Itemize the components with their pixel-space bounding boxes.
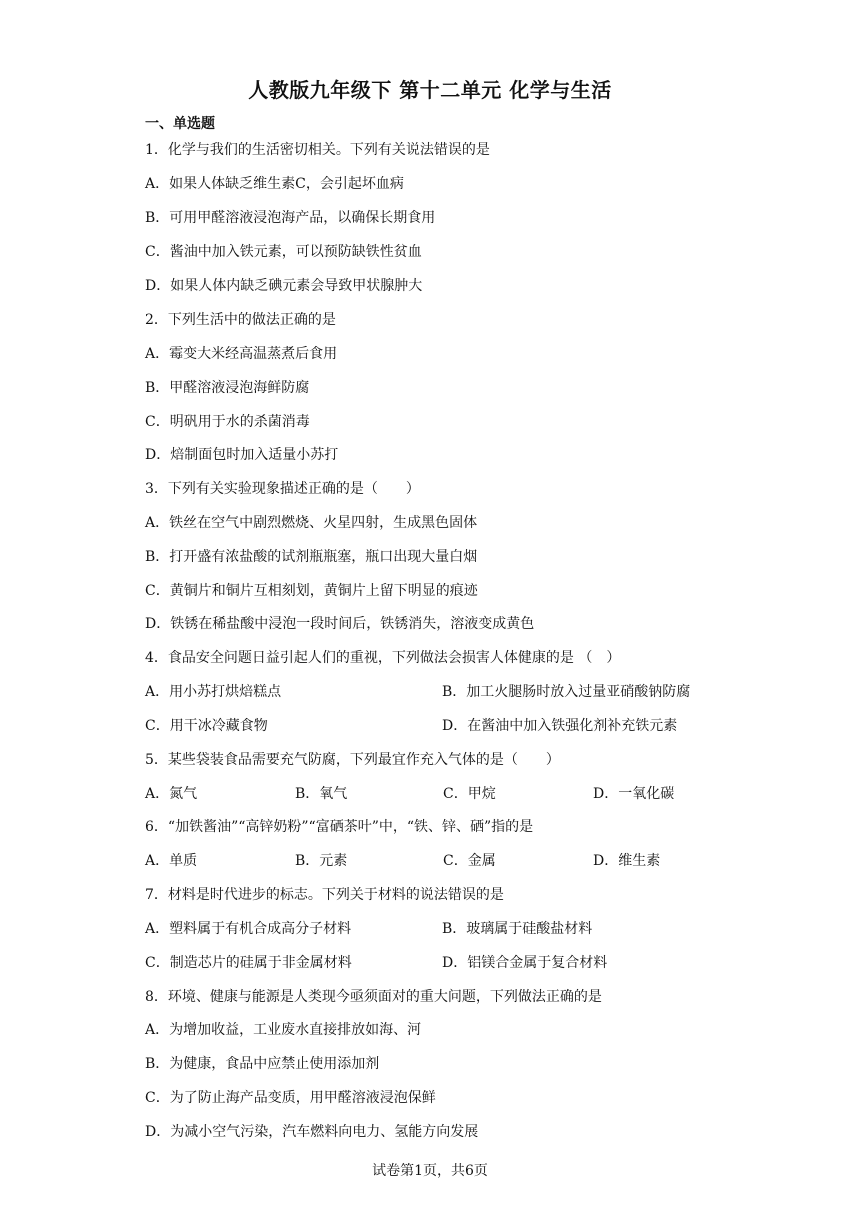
question-8-stem: 8．环境、健康与能源是人类现今亟须面对的重大问题，下列做法正确的是: [145, 989, 602, 1005]
question-1-option-b: B．可用甲醛溶液浸泡海产品，以确保长期食用: [145, 210, 436, 226]
question-2-stem: 2．下列生活中的做法正确的是: [145, 312, 336, 328]
question-2-option-b: B．甲醛溶液浸泡海鲜防腐: [145, 380, 310, 396]
question-7-option-b: B．玻璃属于硅酸盐材料: [442, 921, 593, 937]
question-2-option-a: A．霉变大米经高温蒸煮后食用: [145, 346, 338, 362]
question-6-option-d: D．维生素: [593, 853, 661, 869]
question-7-option-c: C．制造芯片的硅属于非金属材料: [145, 955, 352, 971]
page-footer: 试卷第1页，共6页: [372, 1163, 488, 1179]
question-3-stem: 3．下列有关实验现象描述正确的是（ ）: [145, 481, 420, 497]
question-7-stem: 7．材料是时代进步的标志。下列关于材料的说法错误的是: [145, 887, 504, 903]
question-3-option-a: A．铁丝在空气中剧烈燃烧、火星四射，生成黑色固体: [145, 515, 478, 531]
question-7-option-a: A．塑料属于有机合成高分子材料: [145, 921, 352, 937]
question-5-stem: 5．某些袋装食品需要充气防腐，下列最宜作充入气体的是（ ）: [145, 752, 560, 768]
question-1-option-d: D．如果人体内缺乏碘元素会导致甲状腺肿大: [145, 278, 423, 294]
question-5-option-a: A．氮气: [145, 786, 198, 802]
page-title: 人教版九年级下 第十二单元 化学与生活: [248, 78, 612, 102]
question-4-stem: 4．食品安全问题日益引起人们的重视，下列做法会损害人体健康的是 （ ）: [145, 650, 621, 666]
question-3-option-c: C．黄铜片和铜片互相刻划，黄铜片上留下明显的痕迹: [145, 583, 478, 599]
question-6-option-a: A．单质: [145, 853, 198, 869]
question-5-option-c: C．甲烷: [443, 786, 496, 802]
question-1-option-a: A．如果人体缺乏维生素C，会引起坏血病: [145, 176, 404, 192]
question-4-option-d: D．在酱油中加入铁强化剂补充铁元素: [442, 718, 678, 734]
section-heading: 一、单选题: [145, 116, 215, 132]
question-6-option-c: C．金属: [443, 853, 496, 869]
question-6-stem: 6．“加铁酱油”“高锌奶粉”“富硒茶叶”中，“铁、锌、硒”指的是: [145, 819, 534, 835]
question-4-option-b: B．加工火腿肠时放入过量亚硝酸钠防腐: [442, 684, 691, 700]
question-4-option-a: A．用小苏打烘焙糕点: [145, 684, 282, 700]
question-5-option-b: B．氧气: [295, 786, 348, 802]
question-3-option-d: D．铁锈在稀盐酸中浸泡一段时间后，铁锈消失，溶液变成黄色: [145, 616, 535, 632]
question-8-option-a: A．为增加收益，工业废水直接排放如海、河: [145, 1022, 422, 1038]
question-5-option-d: D．一氧化碳: [593, 786, 675, 802]
question-8-option-b: B．为健康，食品中应禁止使用添加剂: [145, 1056, 380, 1072]
question-7-option-d: D．铝镁合金属于复合材料: [442, 955, 608, 971]
question-4-option-c: C．用干冰冷藏食物: [145, 718, 268, 734]
question-3-option-b: B．打开盛有浓盐酸的试剂瓶瓶塞，瓶口出现大量白烟: [145, 549, 478, 565]
question-2-option-c: C．明矾用于水的杀菌消毒: [145, 414, 310, 430]
question-2-option-d: D．焙制面包时加入适量小苏打: [145, 447, 339, 463]
question-1-option-c: C．酱油中加入铁元素，可以预防缺铁性贫血: [145, 244, 422, 260]
question-1-stem: 1．化学与我们的生活密切相关。下列有关说法错误的是: [145, 142, 490, 158]
question-8-option-c: C．为了防止海产品变质，用甲醛溶液浸泡保鲜: [145, 1090, 436, 1106]
question-6-option-b: B．元素: [295, 853, 348, 869]
question-8-option-d: D．为减小空气污染，汽车燃料向电力、氢能方向发展: [145, 1124, 479, 1140]
